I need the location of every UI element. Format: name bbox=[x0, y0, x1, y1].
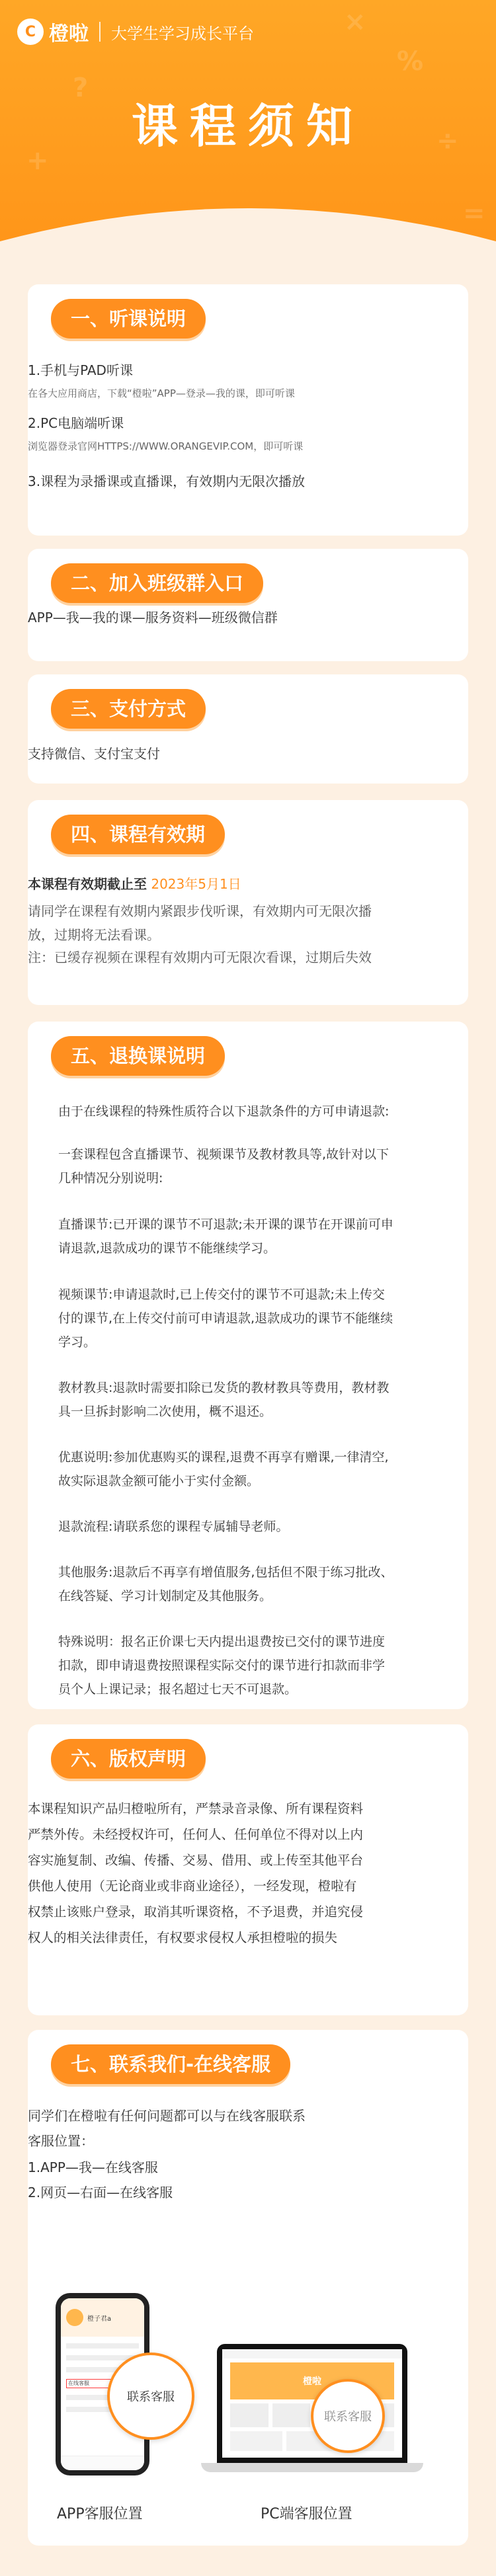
pc-course-tile bbox=[272, 2403, 311, 2427]
payment-text: 支持微信、支付宝支付 bbox=[28, 746, 160, 762]
banner-wave bbox=[0, 195, 496, 268]
app-profile-header bbox=[61, 2298, 144, 2337]
section-title: 五、退换课说明 bbox=[51, 1036, 225, 1076]
refund-para: 扣款，即申请退费按照课程实际交付的课节进行扣款而非学 bbox=[58, 1658, 386, 1673]
validity-line: 请同学在课程有效期内紧跟步伐听课，有效期内可无限次播 bbox=[28, 903, 372, 919]
copyright-line: 供他人使用（无论商业或非商业途径），一经发现，橙啦有 bbox=[28, 1878, 357, 1894]
item-desc: 在各大应用商店，下载“橙啦”APP—登录—我的课，即可听课 bbox=[28, 387, 295, 399]
item-title: 1.手机与PAD听课 bbox=[28, 362, 133, 378]
item-desc: 浏览器登录官网HTTPS://WWW.ORANGEVIP.COM，即可听课 bbox=[28, 440, 304, 452]
refund-para: 具一旦拆封影响二次使用，概不退还。 bbox=[58, 1404, 272, 1419]
validity-date: 2023年5月1日 bbox=[151, 876, 241, 892]
logo-text: 橙啦 bbox=[49, 22, 89, 46]
section-title: 六、版权声明 bbox=[51, 1739, 206, 1779]
refund-para: 优惠说明:参加优惠购买的课程,退费不再享有赠课,一律清空, bbox=[58, 1450, 389, 1465]
refund-para: 直播课节:已开课的课节不可退款;未开课的课节在开课前可申 bbox=[58, 1217, 393, 1232]
copyright-line: 严禁外传。未经授权许可，任何人、任何单位不得对以上内 bbox=[28, 1827, 364, 1842]
contact-line: 1.APP—我—在线客服 bbox=[28, 2159, 158, 2175]
platform-tagline: 大学生学习成长平台 bbox=[111, 24, 254, 43]
refund-para: 员个人上课记录；报名超过七天不可退款。 bbox=[58, 1682, 298, 1697]
validity-note: 注：已缓存视频在课程有效期内可无限次看课，过期后失效 bbox=[28, 949, 372, 965]
header-banner bbox=[0, 0, 496, 268]
copyright-line: 本课程知识产品归橙啦所有，严禁录音录像、所有课程资料 bbox=[28, 1801, 364, 1816]
app-service-entry: 在线客服 bbox=[66, 2379, 139, 2388]
group-path-text: APP—我—我的课—服务资料—班级微信群 bbox=[28, 610, 278, 625]
refund-para: 教材教具:退款时需要扣除已发货的教材教具等费用，教材教 bbox=[58, 1381, 390, 1395]
pc-topbar bbox=[222, 2349, 402, 2358]
refund-para: 特殊说明：报名正价课七天内提出退费按已交付的课节进度 bbox=[58, 1634, 386, 1649]
section-title: 一、听课说明 bbox=[51, 299, 206, 339]
item-title: 3.课程为录播课或直播课，有效期内无限次播放 bbox=[28, 473, 306, 489]
avatar bbox=[66, 2309, 83, 2326]
refund-para: 在线答疑、学习计划制定及其他服务。 bbox=[58, 1589, 272, 1603]
decor-symbol: ? bbox=[73, 73, 89, 103]
app-caption: APP客服位置 bbox=[57, 2506, 143, 2522]
pc-caption: PC端客服位置 bbox=[261, 2506, 352, 2522]
pc-course-tile bbox=[230, 2431, 282, 2451]
decor-symbol: + bbox=[26, 145, 49, 176]
brand-logo bbox=[17, 17, 254, 46]
refund-para: 视频课节:申请退款时,已上传交付的课节不可退款;未上传交 bbox=[58, 1287, 385, 1302]
refund-para: 由于在线课程的特殊性质符合以下退款条件的方可申请退款: bbox=[58, 1104, 390, 1119]
validity-line: 放，过期将无法看课。 bbox=[28, 927, 160, 943]
validity-lead bbox=[28, 873, 477, 893]
decor-symbol: % bbox=[397, 46, 424, 77]
contact-line: 同学们在橙啦有任何问题都可以与在线客服联系 bbox=[28, 2108, 306, 2124]
pc-service-bubble: 联系客服 bbox=[311, 2379, 385, 2453]
decor-symbol: ÷ bbox=[436, 126, 459, 156]
app-service-bubble: 联系客服 bbox=[107, 2353, 194, 2440]
section-title: 三、支付方式 bbox=[51, 689, 206, 729]
section-listening bbox=[28, 284, 468, 536]
decor-symbol: = bbox=[463, 198, 485, 229]
section-title: 四、课程有效期 bbox=[51, 815, 225, 854]
section-payment bbox=[28, 674, 468, 784]
refund-para: 请退款,退款成功的课节不能继续学习。 bbox=[58, 1241, 276, 1256]
refund-para: 故实际退款金额可能小于实付金额。 bbox=[58, 1474, 260, 1488]
logo-divider bbox=[99, 22, 101, 42]
refund-para: 其他服务:退款后不再享有增值服务,包括但不限于练习批改、 bbox=[58, 1565, 393, 1580]
pc-banner: 橙啦 bbox=[230, 2362, 394, 2399]
laptop-base bbox=[201, 2463, 423, 2472]
app-row bbox=[66, 2343, 139, 2349]
app-username: 橙子君a bbox=[87, 2315, 112, 2323]
section-title: 二、加入班级群入口 bbox=[51, 563, 263, 603]
section-title: 七、联系我们-在线客服 bbox=[51, 2044, 290, 2084]
page-title: 课程须知 bbox=[132, 99, 364, 153]
orange-logo-icon: C bbox=[17, 19, 44, 45]
refund-para: 学习。 bbox=[58, 1335, 97, 1349]
validity-label: 本课程有效期截止至 bbox=[28, 876, 147, 892]
refund-para: 付的课节,在上传交付前可申请退款,退款成功的课节不能继续 bbox=[58, 1311, 393, 1326]
refund-para: 一套课程包含直播课节、视频课节及教材教具等,故针对以下 bbox=[58, 1147, 390, 1162]
refund-para: 几种情况分别说明: bbox=[58, 1171, 163, 1186]
item-title: 2.PC电脑端听课 bbox=[28, 415, 124, 431]
contact-line: 客服位置： bbox=[28, 2133, 94, 2149]
decor-symbol: × bbox=[344, 7, 366, 37]
app-tabbar bbox=[61, 2456, 144, 2470]
contact-line: 2.网页—右面—在线客服 bbox=[28, 2185, 173, 2200]
copyright-line: 权禁止该账户登录，取消其听课资格，不予退费，并追究侵 bbox=[28, 1904, 364, 1919]
refund-para: 退款流程:请联系您的课程专属辅导老师。 bbox=[58, 1519, 289, 1534]
pc-course-tile bbox=[230, 2403, 269, 2427]
copyright-line: 权人的相关法律责任，有权要求侵权人承担橙啦的损失 bbox=[28, 1930, 338, 1945]
copyright-line: 容实施复制、改编、传播、交易、借用、或上传至其他平台 bbox=[28, 1853, 364, 1868]
section-class-group bbox=[28, 549, 468, 661]
